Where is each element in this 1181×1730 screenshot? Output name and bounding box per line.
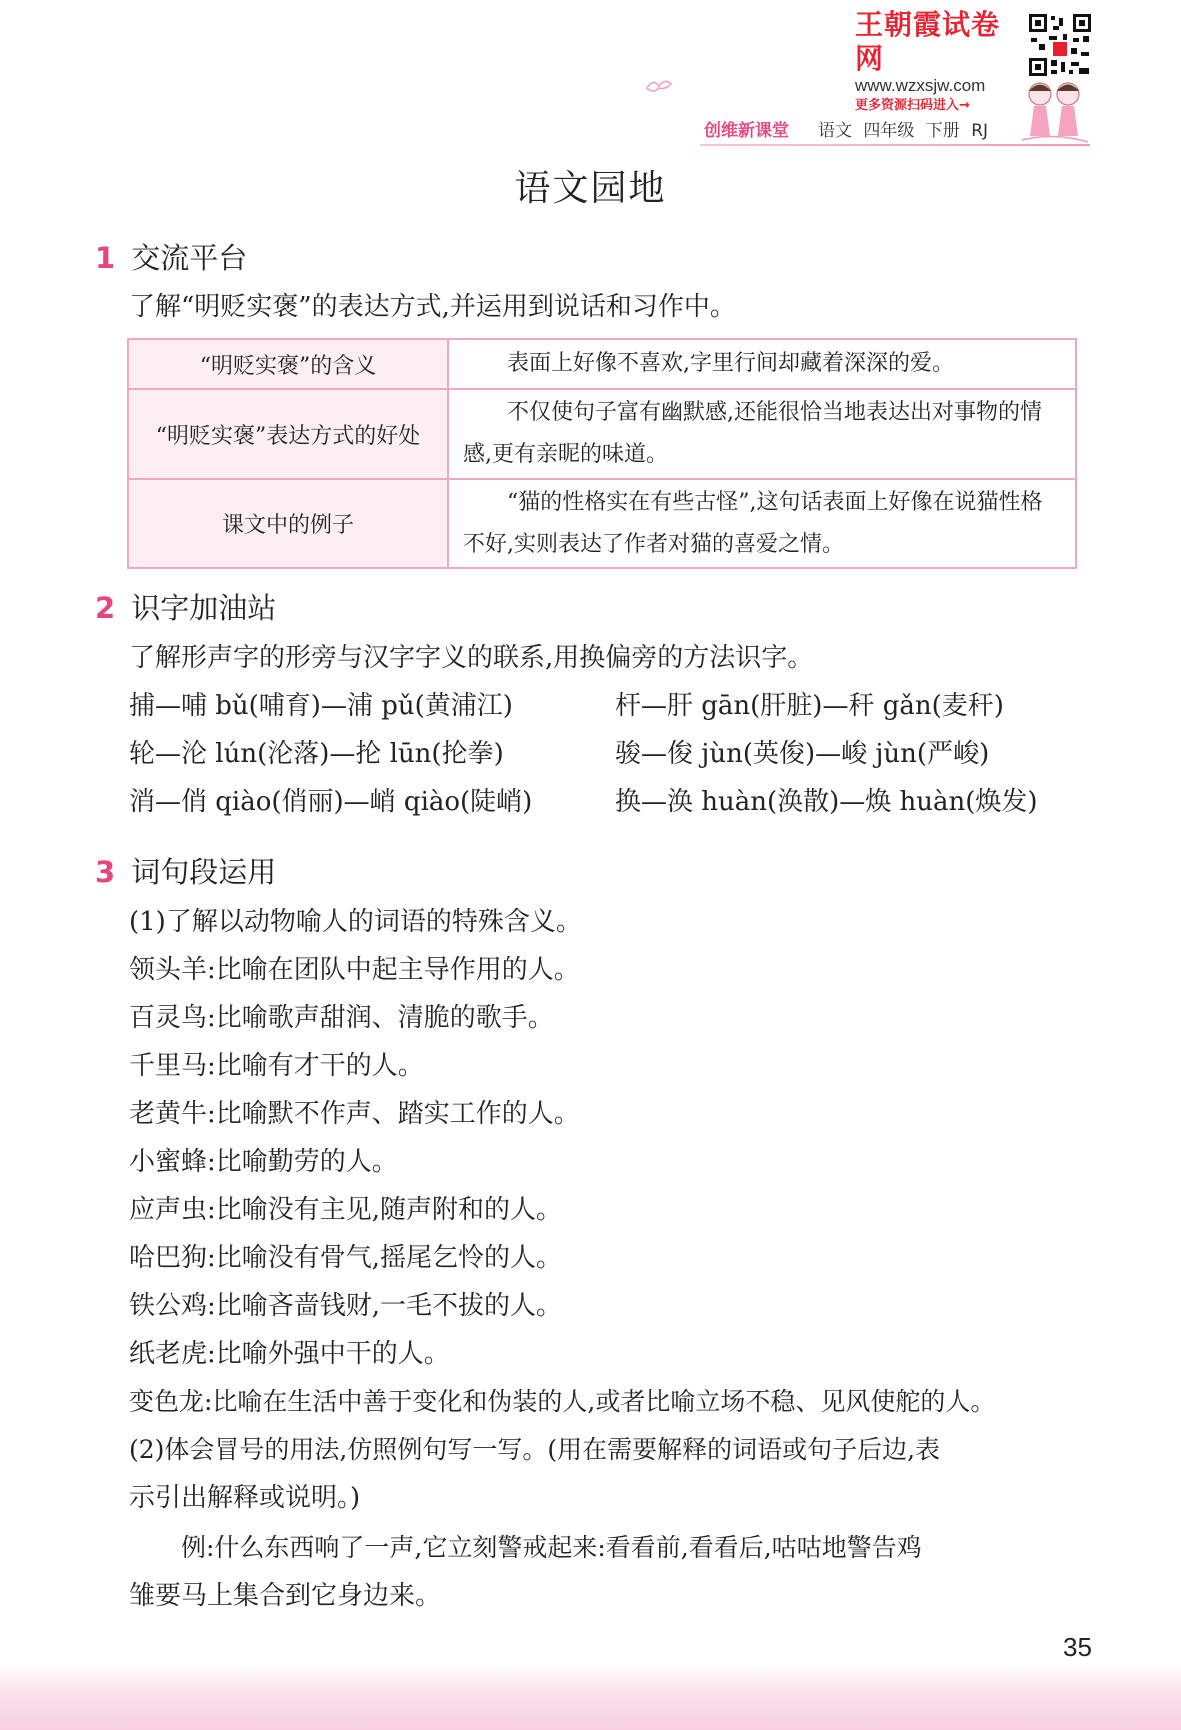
table-content-cell: 表面上好像不喜欢,字里行间却藏着深深的爱。 [507, 351, 954, 376]
brand-url[interactable]: www.wzxsjw.com [855, 76, 986, 95]
footer-band [0, 1664, 1181, 1730]
metaphor-item: 千里马:比喻有才干的人。 [129, 1051, 424, 1081]
char-group-right: 换—涣 huàn(涣散)—焕 huàn(焕发) [615, 787, 1038, 817]
metaphor-item: 铁公鸡:比喻吝啬钱财,一毛不拔的人。 [129, 1291, 563, 1321]
table-row [129, 390, 1075, 480]
section-3-subtitle: (1)了解以动物喻人的词语的特殊含义。 [129, 907, 582, 937]
metaphor-item: 变色龙:比喻在生活中善于变化和伪装的人,或者比喻立场不稳、见风使舵的人。 [129, 1387, 996, 1416]
table-label-cell: “明贬实褒”的含义 [129, 340, 449, 388]
example-sentence: 例:什么东西响了一声,它立刻警戒起来:看看前,看看后,咕咕地警告鸡 [181, 1533, 922, 1562]
section-2-heading [95, 586, 276, 627]
kids-illustration-icon [1020, 76, 1090, 148]
table-content-cell: “猫的性格实在有些古怪”,这句话表面上好像在说猫性格不好,实则表达了作者对猫的喜爱之情。 [463, 489, 1043, 557]
metaphor-item: 领头羊:比喻在团队中起主导作用的人。 [129, 955, 580, 985]
char-group-left: 捕—哺 bǔ(哺育)—浦 pǔ(黄浦江) [129, 691, 513, 721]
brand-block [855, 8, 1025, 116]
colon-usage-instruction: 示引出解释或说明。) [129, 1483, 361, 1513]
section-3-heading [95, 850, 276, 891]
section-1-intro: 了解“明贬实褒”的表达方式,并运用到说话和习作中。 [129, 292, 736, 322]
table-row [129, 480, 1075, 567]
section-2-title: 识字加油站 [131, 591, 277, 625]
char-group-right: 骏—俊 jùn(英俊)—峻 jùn(严峻) [615, 739, 990, 769]
metaphor-item: 纸老虎:比喻外强中干的人。 [129, 1339, 450, 1369]
metaphor-item: 哈巴狗:比喻没有骨气,摇尾乞怜的人。 [129, 1243, 563, 1273]
char-group-left: 消—俏 qiào(俏丽)—峭 qiào(陡峭) [129, 787, 533, 817]
section-1-title: 交流平台 [131, 241, 248, 275]
bird-icon [645, 76, 673, 96]
colon-usage-instruction: (2)体会冒号的用法,仿照例句写一写。(用在需要解释的词语或句子后边,表 [129, 1435, 941, 1464]
header-divider [700, 144, 1090, 146]
table-row [129, 340, 1075, 390]
table-label-cell: 课文中的例子 [129, 480, 449, 567]
section-2-number: 2 [95, 591, 116, 625]
section-3-title: 词句段运用 [131, 855, 277, 889]
book-label: 语文 四年级 下册 RJ [818, 121, 989, 141]
char-group-right: 杆—肝 gān(肝脏)—秆 gǎn(麦秆) [615, 691, 1004, 721]
metaphor-item: 老黄牛:比喻默不作声、踏实工作的人。 [129, 1099, 580, 1129]
metaphor-item: 百灵鸟:比喻歌声甜润、清脆的歌手。 [129, 1003, 554, 1033]
char-group-left: 轮—沦 lún(沦落)—抡 lūn(抡拳) [129, 739, 504, 769]
page-number: 35 [1063, 1632, 1092, 1662]
section-3-number: 3 [95, 855, 116, 889]
qr-code-icon[interactable] [1027, 12, 1093, 78]
metaphor-item: 应声虫:比喻没有主见,随声附和的人。 [129, 1195, 563, 1225]
table-content-cell: 不仅使句子富有幽默感,还能很恰当地表达出对事物的情感,更有亲昵的味道。 [463, 400, 1042, 467]
brand-more-text: 更多资源扫码进入→ [855, 98, 970, 113]
series-label: 创维新课堂 [704, 121, 789, 141]
section-1-heading [95, 236, 247, 277]
brand-name: 王朝霞试卷网 [855, 8, 1001, 75]
section-1-number: 1 [95, 241, 116, 275]
metaphor-item: 小蜜蜂:比喻勤劳的人。 [129, 1147, 398, 1177]
page-title: 语文园地 [514, 168, 667, 209]
table-label-cell: “明贬实褒”表达方式的好处 [129, 390, 449, 478]
comparison-table [127, 338, 1077, 569]
section-2-intro: 了解形声字的形旁与汉字字义的联系,用换偏旁的方法识字。 [129, 643, 814, 673]
example-sentence: 雏要马上集合到它身边来。 [129, 1581, 442, 1611]
